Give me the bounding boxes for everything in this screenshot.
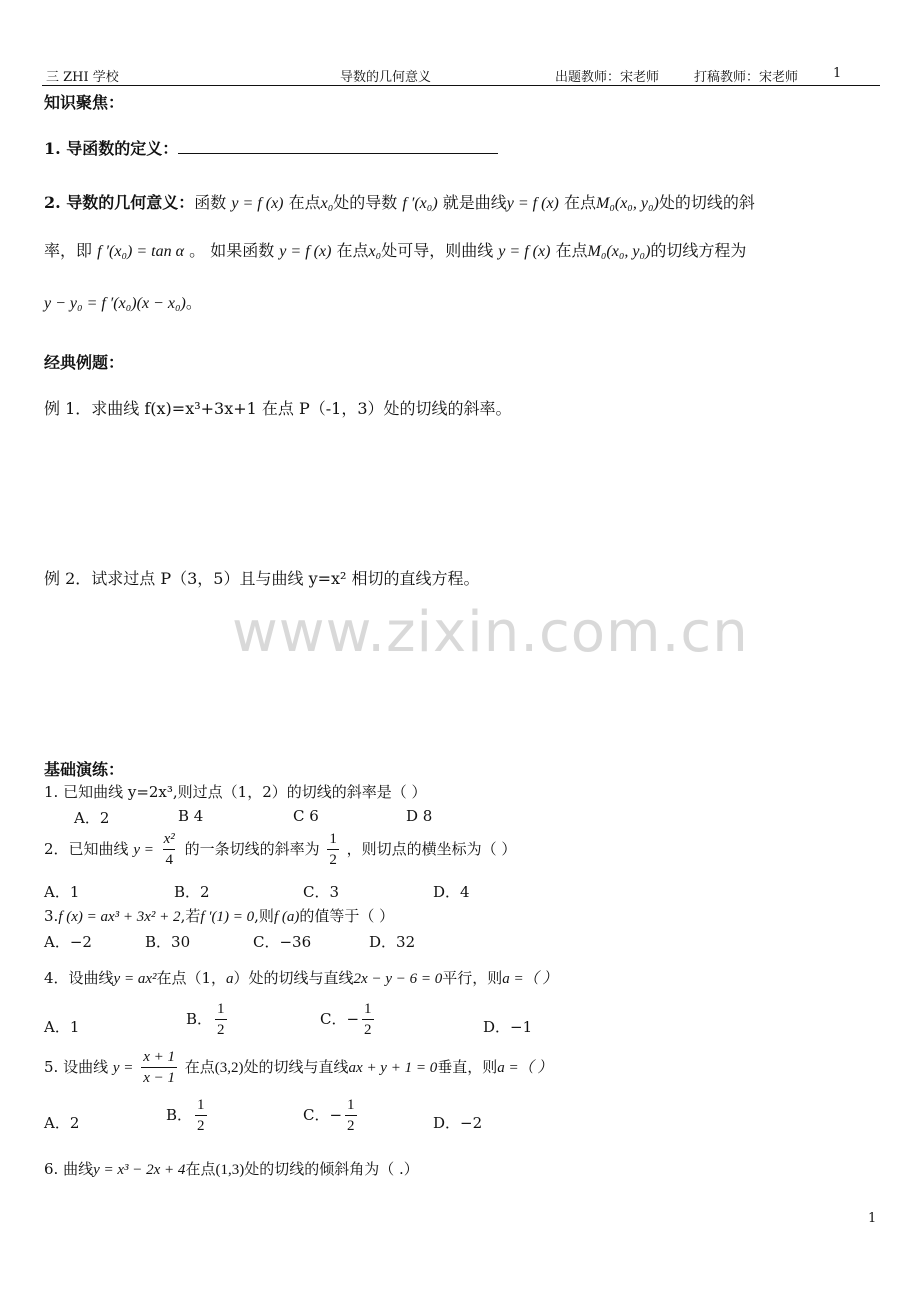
q5-option-b: B． $\frac{1}{2}$: [166, 1097, 205, 1134]
q5-option-a: A．2: [44, 1114, 80, 1132]
question-4: 4．设曲线y = ax²在点（1，a）处的切线与直线2x − y − 6 = 0平行，则a =（ ）: [44, 969, 558, 987]
header-school: 三 ZHI 学校: [46, 70, 119, 85]
q2-option-b: B．2: [174, 883, 210, 901]
focus-item-2-line-2: 率，即 f ′(x₀) = tan α 。 如果函数 y = f (x) 在点x₀处可导，则曲线 y = f (x) 在点M₀(x₀, y₀)的切线方程为: [44, 241, 747, 260]
question-5: 5. 设曲线 y = $\frac{x + 1}{x - 1}$ 在点(3,2)处的切线与直线ax + y + 1 = 0垂直，则a =（ ）: [44, 1049, 553, 1086]
q3-option-d: D．32: [369, 933, 416, 951]
question-2: 2．已知曲线 y = $\frac{\text{x²}}{4}$ 的一条切线的斜率为 $\frac{1}{2}$ ，则切点的横坐标为（ ）: [44, 831, 517, 868]
q2-option-c: C．3: [303, 883, 340, 901]
q4-option-a: A．1: [44, 1018, 80, 1036]
q2-fraction-half: $\frac{1}{2}$: [329, 831, 337, 868]
question-6: 6. 曲线y = x³ − 2x + 4在点(1,3)处的切线的倾斜角为（ .）: [44, 1160, 419, 1178]
q3-option-c: C．−36: [253, 933, 312, 951]
focus-item-1: 1. 导函数的定义：: [44, 136, 498, 159]
q5-fraction: $\frac{x + 1}{x - 1}$: [143, 1049, 175, 1086]
q4-option-c: C．− $\frac{1}{2}$: [320, 1001, 372, 1038]
header-page-number: 1: [833, 66, 842, 81]
watermark: www.zixin.com.cn: [232, 600, 749, 665]
header-divider: [42, 85, 880, 86]
example-1: 例 1．求曲线 f(x)=x³+3x+1 在点 P（-1，3）处的切线的斜率。: [44, 399, 512, 418]
q1-option-d: D 8: [406, 807, 433, 825]
focus-item-2-line-1: 2. 导数的几何意义：函数 y = f (x) 在点x₀处的导数 f ′(x₀) 就是曲线y = f (x) 在点M₀(x₀, y₀)处的切线的斜: [44, 193, 755, 212]
header-teacher-typing: 打稿教师：宋老师: [694, 70, 799, 85]
q1-option-a: A．2: [74, 809, 110, 827]
q2-option-a: A．1: [44, 883, 80, 901]
section-examples-title: 经典例题：: [44, 353, 125, 372]
q1-option-c: C 6: [293, 807, 319, 825]
q2-fraction-x2-over-4: $\frac{\text{x²}}{4}$: [163, 831, 175, 868]
q1-option-b: B 4: [178, 807, 204, 825]
q5-option-d: D．−2: [433, 1114, 483, 1132]
footer-page-number: 1: [868, 1211, 877, 1226]
answer-blank: [178, 139, 498, 154]
example-2: 例 2．试求过点 P（3，5）且与曲线 y=x² 相切的直线方程。: [44, 569, 480, 588]
question-3: 3.f (x) = ax³ + 3x² + 2,若f ′(1) = 0,则f (a)的值等于（ ）: [44, 907, 395, 925]
q3-option-a: A．−2: [44, 933, 92, 951]
section-practice-title: 基础演练：: [44, 760, 125, 779]
header-title: 导数的几何意义: [340, 70, 432, 85]
q4-option-d: D．−1: [483, 1018, 533, 1036]
q3-option-b: B．30: [145, 933, 191, 951]
question-1: 1. 已知曲线 y=2x³,则过点（1，2）的切线的斜率是（ ）: [44, 783, 427, 801]
q4-option-b: B． $\frac{1}{2}$: [186, 1001, 225, 1038]
tangent-equation: y − y₀ = f ′(x₀)(x − x₀)。: [44, 293, 202, 312]
header-teacher-question: 出题教师：宋老师: [555, 70, 660, 85]
section-focus-title: 知识聚焦：: [44, 93, 125, 112]
q2-option-d: D．4: [433, 883, 470, 901]
q5-option-c: C．− $\frac{1}{2}$: [303, 1097, 355, 1134]
